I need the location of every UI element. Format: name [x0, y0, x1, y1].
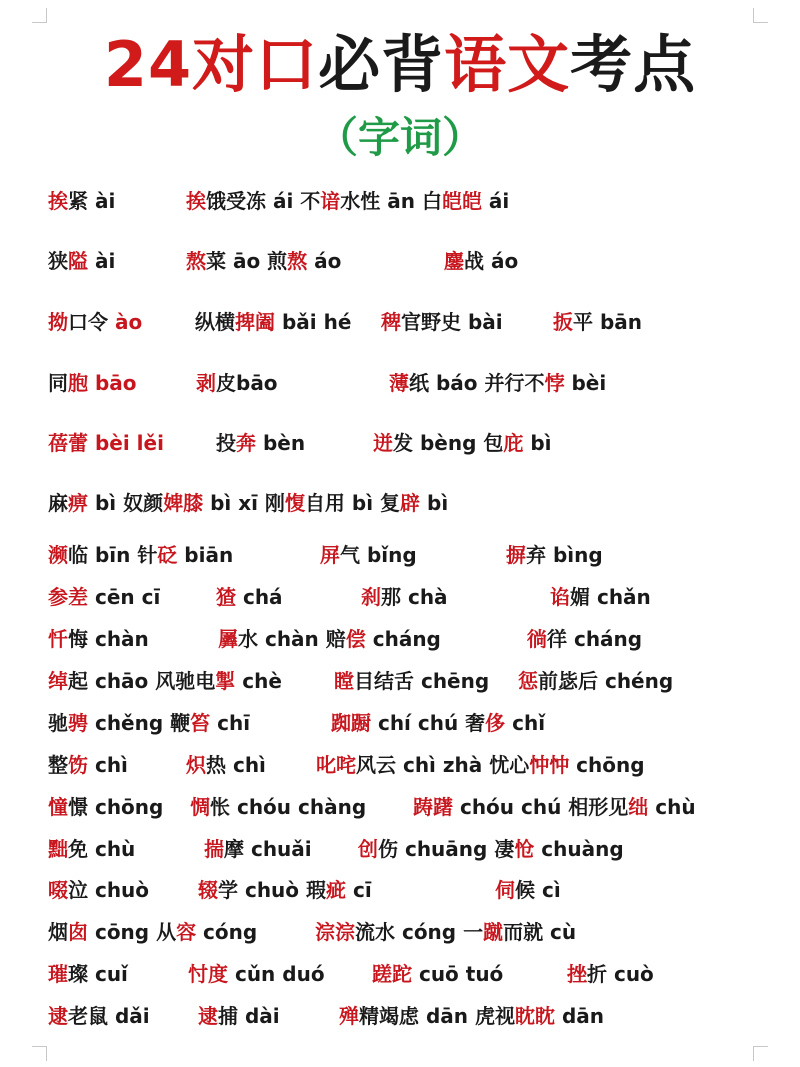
entry-text: cháng	[365, 627, 441, 651]
entry-text: 捕 dài	[218, 1004, 280, 1028]
vocab-entry	[331, 708, 545, 738]
entry-text: chì	[88, 753, 128, 777]
highlighted-character: 愎	[284, 491, 305, 515]
entry-text: chōng	[569, 753, 645, 777]
vocab-entry	[339, 1001, 604, 1031]
entry-text: cōng 从	[88, 920, 177, 944]
highlighted-character: 砭	[157, 543, 178, 567]
vocab-entry	[381, 307, 503, 337]
highlighted-character: ào	[114, 310, 143, 334]
vocab-entry	[48, 186, 115, 216]
vocab-entry	[48, 624, 149, 654]
entry-text: 整	[48, 753, 68, 777]
highlighted-character: 鏖	[444, 249, 464, 273]
entry-text: cī	[346, 878, 372, 902]
vocab-entry	[495, 875, 561, 905]
title-part: 考点	[570, 28, 697, 101]
entry-text: 悔 chàn	[68, 627, 149, 651]
vocab-entry	[413, 792, 696, 822]
highlighted-character: 挨	[186, 189, 206, 213]
vocab-row	[0, 246, 800, 276]
entry-text: cēn cī	[88, 585, 161, 609]
vocab-entry	[48, 792, 163, 822]
highlighted-character: 创	[358, 837, 378, 861]
entry-text: 烟	[48, 920, 68, 944]
highlighted-character: 谙	[320, 189, 341, 213]
entry-text: 发 bèng 包	[393, 431, 504, 455]
highlighted-character: 挨	[48, 189, 68, 213]
vocab-entry	[186, 246, 341, 276]
vocab-entry	[48, 246, 115, 276]
highlighted-character: 濒	[48, 543, 68, 567]
entry-text: 媚 chǎn	[570, 585, 651, 609]
highlighted-character: 稗	[381, 310, 401, 334]
highlighted-character: 羼	[218, 627, 238, 651]
vocab-row	[0, 875, 800, 905]
vocab-entry	[444, 246, 518, 276]
entry-text: 璨 cuǐ	[68, 962, 128, 986]
highlighted-character: 谄	[550, 585, 570, 609]
highlighted-character: 摒	[506, 543, 526, 567]
entry-text: 候 cì	[515, 878, 561, 902]
entry-text: 麻	[48, 491, 68, 515]
highlighted-character: 眈眈	[514, 1004, 555, 1028]
entry-text: bèi	[564, 371, 607, 395]
entry-text: 投	[216, 431, 236, 455]
entry-text: chè	[235, 669, 282, 693]
entry-text: 热 chì	[206, 753, 266, 777]
highlighted-character: 疵	[326, 878, 346, 902]
highlighted-character: 猹	[216, 585, 236, 609]
highlighted-character: 容	[176, 920, 197, 944]
title-part: 24对口	[103, 28, 319, 101]
entry-text: chěng 鞭	[88, 711, 191, 735]
highlighted-character: 炽	[186, 753, 206, 777]
vocab-entry	[48, 428, 164, 458]
entry-text: bì	[523, 431, 552, 455]
highlighted-character: 伺	[495, 878, 515, 902]
entry-text: 皮bāo	[216, 371, 278, 395]
vocab-entry	[358, 834, 624, 864]
entry-text: 水性 ān 白	[340, 189, 442, 213]
highlighted-character: 惆	[190, 795, 210, 819]
highlighted-character: 薄	[389, 371, 409, 395]
entry-text: 泣 chuò	[68, 878, 150, 902]
entry-text: 狭	[48, 249, 68, 273]
entry-text: biān	[177, 543, 234, 567]
vocab-entry	[334, 666, 489, 696]
entry-text: 风云 chì zhà 忧心	[356, 753, 530, 777]
highlighted-character: 胞 bāo	[68, 371, 137, 395]
entry-text: bì xī 刚	[203, 491, 285, 515]
highlighted-character: 囱	[68, 920, 88, 944]
entry-text: chù	[648, 795, 696, 819]
entry-text: 口令	[68, 310, 115, 334]
highlighted-character: 逮	[48, 1004, 68, 1028]
vocab-entry	[198, 875, 372, 905]
vocab-row	[0, 1001, 800, 1031]
entry-text: chá	[236, 585, 283, 609]
highlighted-character: 徜	[527, 627, 547, 651]
entry-text: 纵横	[195, 310, 235, 334]
highlighted-character: 绰	[48, 669, 68, 693]
highlighted-character: 蹴	[483, 920, 504, 944]
entry-text: 官野史 bài	[401, 310, 503, 334]
highlighted-character: 悖	[544, 371, 565, 395]
vocab-entry	[48, 488, 448, 518]
highlighted-character: 捭阖	[235, 310, 275, 334]
entry-text: dān	[554, 1004, 604, 1028]
entry-text: 老鼠 dǎi	[68, 1004, 150, 1028]
highlighted-character: 啜	[48, 878, 68, 902]
entry-text: cuō tuó	[412, 962, 504, 986]
highlighted-character: 瞠	[334, 669, 354, 693]
entry-text: 紧 ài	[68, 189, 116, 213]
entry-text: bì 奴颜	[88, 491, 164, 515]
highlighted-character: 忖度	[188, 962, 228, 986]
highlighted-character: 婢膝	[163, 491, 204, 515]
entry-text: chǐ	[505, 711, 546, 735]
entry-text: chóu chú 相形见	[453, 795, 629, 819]
entry-text: 驰	[48, 711, 68, 735]
entry-text: 精竭虑 dān 虎视	[359, 1004, 515, 1028]
vocab-entry	[372, 959, 503, 989]
highlighted-character: 参差	[48, 585, 88, 609]
vocab-entry	[48, 917, 257, 947]
entry-text: chí chú 奢	[371, 711, 486, 735]
vocab-row	[0, 307, 800, 337]
entry-text: 徉 cháng	[547, 627, 643, 651]
entry-text: 前毖后 chéng	[538, 669, 674, 693]
highlighted-character: 怆	[514, 837, 535, 861]
vocab-entry	[218, 624, 441, 654]
entry-text: 临 bīn 针	[68, 543, 158, 567]
highlighted-character: 偿	[345, 627, 366, 651]
entry-text: 免 chù	[68, 837, 136, 861]
highlighted-character: 淙淙	[315, 920, 355, 944]
entry-text: 怅 chóu chàng	[210, 795, 367, 819]
highlighted-character: 扳	[553, 310, 573, 334]
vocab-entry	[550, 582, 651, 612]
title-part: 语文	[444, 28, 571, 101]
highlighted-character: 憧	[48, 795, 68, 819]
vocab-entry	[48, 582, 160, 612]
entry-text: 自用 bì 复	[304, 491, 401, 515]
vocab-entry	[48, 708, 250, 738]
vocab-entry	[320, 540, 417, 570]
entry-text: ái	[481, 189, 510, 213]
entry-text: cóng	[196, 920, 258, 944]
highlighted-character: 熬	[186, 249, 206, 273]
highlighted-character: 奔	[236, 431, 256, 455]
entry-text: 弃 bìng	[526, 543, 603, 567]
vocab-entry	[361, 582, 448, 612]
vocab-entry	[186, 186, 509, 216]
entry-text: 起 chāo 风驰电	[68, 669, 216, 693]
highlighted-character: 辍	[198, 878, 218, 902]
vocab-entry	[48, 750, 128, 780]
entry-text: 那 chà	[381, 585, 448, 609]
entry-text: 伤 chuāng 凄	[378, 837, 515, 861]
entry-text: bǎi hé	[275, 310, 352, 334]
highlighted-character: 骋	[68, 711, 88, 735]
highlighted-character: 掣	[215, 669, 236, 693]
vocab-entry	[195, 307, 351, 337]
vocab-row	[0, 428, 800, 458]
vocab-entry	[204, 834, 312, 864]
vocab-entry	[506, 540, 603, 570]
highlighted-character: 殚	[339, 1004, 359, 1028]
vocab-entry	[527, 624, 642, 654]
vocab-entry	[48, 540, 233, 570]
entry-text: bèn	[256, 431, 306, 455]
page-subtitle: （字词）	[315, 113, 484, 162]
vocab-entry	[48, 368, 137, 398]
entry-text: 水 chàn 赔	[238, 627, 346, 651]
title-part: 必背	[318, 28, 445, 101]
entry-text: chī	[210, 711, 251, 735]
highlighted-character: 逮	[198, 1004, 218, 1028]
vocab-row	[0, 540, 800, 570]
vocab-entry	[315, 917, 576, 947]
vocab-entry	[316, 750, 645, 780]
vocab-entry	[48, 834, 135, 864]
vocab-entry	[190, 792, 366, 822]
highlighted-character: 蓓蕾 bèi lěi	[48, 431, 164, 455]
highlighted-character: 庇	[503, 431, 524, 455]
entry-text: 学 chuò 瑕	[218, 878, 326, 902]
entry-text: cǔn duó	[228, 962, 325, 986]
highlighted-character: 叱咤	[316, 753, 356, 777]
vocab-entry	[198, 1001, 280, 1031]
entry-text: 战 áo	[464, 249, 519, 273]
vocab-entry	[389, 368, 606, 398]
vocab-entry	[518, 666, 673, 696]
vocab-row	[0, 186, 800, 216]
vocab-entry	[553, 307, 642, 337]
entry-text: 流水 cóng 一	[355, 920, 484, 944]
highlighted-character: 黜	[48, 837, 68, 861]
highlighted-character: 挫	[567, 962, 587, 986]
highlighted-character: 踟蹰	[331, 711, 371, 735]
vocab-entry	[188, 959, 325, 989]
vocab-row	[0, 959, 800, 989]
vocab-row	[0, 834, 800, 864]
entry-text: 饿受冻 ái 不	[206, 189, 321, 213]
highlighted-character: 皑皑	[441, 189, 482, 213]
entry-text: áo	[307, 249, 342, 273]
highlighted-character: 笞	[190, 711, 211, 735]
vocab-entry	[48, 875, 149, 905]
highlighted-character: 揣	[204, 837, 224, 861]
highlighted-character: 剥	[196, 371, 216, 395]
entry-text: 菜 āo 煎	[206, 249, 288, 273]
highlighted-character: 忡忡	[529, 753, 570, 777]
highlighted-character: 侈	[485, 711, 506, 735]
entry-text: 平 bān	[573, 310, 643, 334]
vocab-entry	[216, 582, 283, 612]
highlighted-character: 隘	[68, 249, 88, 273]
vocab-entry	[186, 750, 266, 780]
entry-text: 气 bǐng	[340, 543, 417, 567]
entry-text: 目结舌 chēng	[354, 669, 490, 693]
entry-text: chuàng	[534, 837, 624, 861]
highlighted-character: 绌	[628, 795, 649, 819]
highlighted-character: 辟	[400, 491, 421, 515]
entry-text: 摩 chuǎi	[224, 837, 312, 861]
entry-text: 而就 cù	[503, 920, 577, 944]
vocab-row	[0, 708, 800, 738]
highlighted-character: 蹉跎	[372, 962, 412, 986]
vocab-entry	[48, 959, 128, 989]
vocab-row	[0, 582, 800, 612]
vocab-row	[0, 666, 800, 696]
highlighted-character: 屏	[320, 543, 340, 567]
vocab-row	[0, 488, 800, 518]
vocab-row	[0, 792, 800, 822]
highlighted-character: 踌躇	[413, 795, 453, 819]
highlighted-character: 刹	[361, 585, 381, 609]
entry-text: 同	[48, 371, 68, 395]
vocab-row	[0, 917, 800, 947]
vocab-entry	[567, 959, 654, 989]
entry-text: 折 cuò	[587, 962, 654, 986]
vocab-entry	[48, 666, 282, 696]
highlighted-character: 忏	[48, 627, 68, 651]
vocab-entry	[48, 307, 142, 337]
vocab-entry	[48, 1001, 150, 1031]
highlighted-character: 熬	[287, 249, 308, 273]
vocab-entry	[373, 428, 552, 458]
highlighted-character: 惩	[518, 669, 538, 693]
entry-text: bì	[420, 491, 449, 515]
entry-text: 憬 chōng	[68, 795, 164, 819]
highlighted-character: 饬	[68, 753, 88, 777]
highlighted-character: 拗	[48, 310, 68, 334]
highlighted-character: 迸	[373, 431, 393, 455]
highlighted-character: 痹	[68, 491, 88, 515]
entry-text: ài	[88, 249, 116, 273]
vocab-row	[0, 750, 800, 780]
entry-text: 纸 báo 并行不	[409, 371, 545, 395]
vocab-entry	[216, 428, 305, 458]
vocab-row	[0, 624, 800, 654]
vocab-row	[0, 368, 800, 398]
highlighted-character: 璀	[48, 962, 68, 986]
vocab-entry	[196, 368, 278, 398]
